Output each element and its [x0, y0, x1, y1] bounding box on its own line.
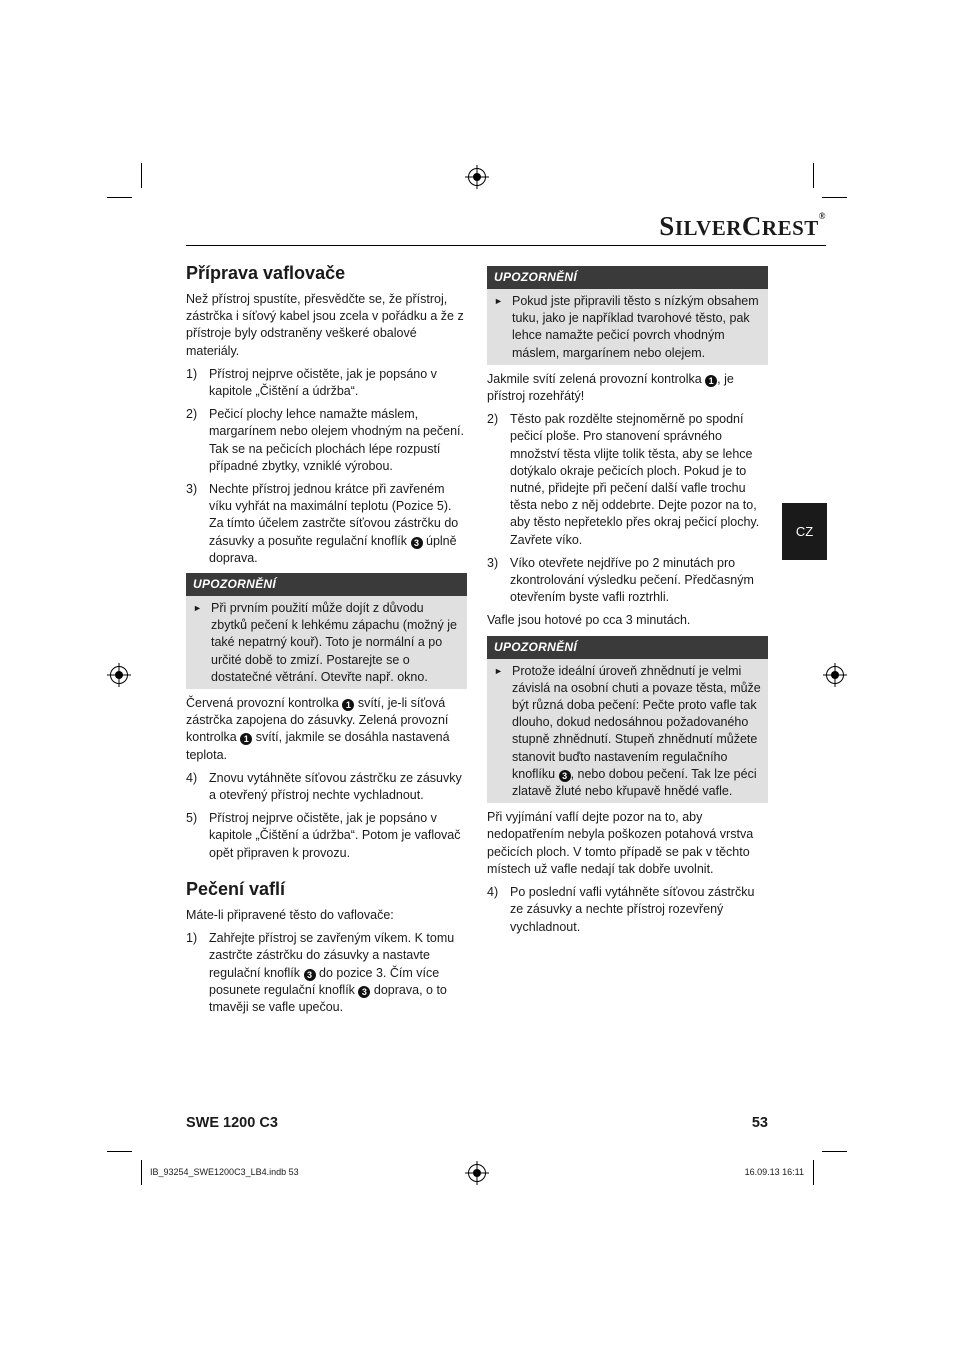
list-item: 3) Víko otevřete nejdříve po 2 minutách pro zkontrolování výsledku pečení. Předčasným otevřením byste vafli roztrhli. [487, 555, 754, 605]
language-tab: CZ [782, 503, 827, 560]
paragraph: Červená provozní kontrolka 1 svítí, je-li síťová zástrčka zapojena do zásuvky. Zelená provozní kontrolka 1 svítí, jakmile se dosáhla nastavená teplota. [186, 696, 450, 762]
crop-mark [813, 1160, 814, 1185]
left-column [186, 262, 467, 1022]
registration-mark-icon [110, 666, 128, 684]
registration-mark-icon [826, 666, 844, 684]
warning-text: Pokud jste připravili těsto s nízkým obsahem tuku, jako je například tvarohové těsto, pak lehce namažte pečicí povrch vhodným máslem, margarínem nebo olejem. [512, 294, 759, 360]
arrow-bullet-icon: ► [193, 603, 202, 614]
crop-mark [822, 197, 847, 198]
arrow-bullet-icon: ► [494, 296, 503, 306]
list-item: 2) Pečicí plochy lehce namažte máslem, margarínem nebo olejem vhodným na pečení. Tak se na pečicích plochách lépe rozpustí případné zbytky, vzniklé výrobou. [186, 407, 465, 473]
registration-mark-icon [468, 1164, 486, 1182]
warning-title: UPOZORNĚNÍ [487, 266, 768, 289]
paragraph: Jakmile svítí zelená provozní kontrolka 1 , je přístroj rozehřátý! [487, 371, 734, 404]
warning-box [186, 573, 467, 689]
warning-text: Protože ideální úroveň zhnědnutí je velmi závislá na osobní chuti a povaze těsta, může být různá doba pečení: Pečte proto vafle tak dlouho, dokud nedosáhnou požadovaného stupně zhnědnutí. Stupeň zhnědnutí můžete stanovit buďto nastavením regulačního knoflíku 3 , nebo dobou pečení. Tak lze péci zlatavě žluté nebo křupavě hnědé vafle. [512, 663, 761, 799]
right-column [487, 266, 768, 942]
registration-mark-icon [468, 168, 486, 186]
section-heading: Příprava vaflovače [186, 263, 346, 283]
indicator-number-icon: 1 [342, 699, 354, 711]
list-item: 1) Přístroj nejprve očistěte, jak je popsáno v kapitole „Čištění a údržba“. [186, 366, 437, 399]
list-item: 4) Po poslední vafli vytáhněte síťovou zástrčku ze zásuvky a nechte přístroj rozevřený vychladnout. [487, 885, 755, 934]
crop-mark [141, 163, 142, 188]
silvercrest-logo: SILVERCREST® [659, 211, 826, 241]
crop-mark [813, 163, 814, 188]
warning-title: UPOZORNĚNÍ [186, 573, 467, 596]
warning-text: Při prvním použití může dojít z důvodu zbytků pečení k lehkému zápachu (možný je také nepatrný kouř). Toto je normální a po určité době to zmizí. Postarejte se o dostatečné větrání. Otevřte např. okno. [211, 601, 457, 684]
indicator-number-icon: 1 [240, 733, 252, 745]
list-item: 5) Přístroj nejprve očistěte, jak je popsáno v kapitole „Čištění a údržba“. Potom je vaflovač opět připraven k provozu. [186, 811, 461, 860]
knob-number-icon: 3 [304, 969, 316, 981]
crop-mark [822, 1151, 847, 1152]
warning-box [487, 266, 768, 365]
crop-mark [107, 197, 132, 198]
model-number: SWE 1200 C3 [186, 1115, 278, 1131]
knob-number-icon: 3 [358, 986, 370, 998]
list-item: 3) Nechte přístroj jednou krátce při zavřeném víku vyhřát na maximální teplotu (Pozice 5). Za tímto účelem zastrčte síťovou zástrčku do zásuvky a posuňte regulační knoflík 3 úplně doprava. [186, 482, 459, 565]
section-heading: Pečení vaflí [186, 878, 286, 899]
page-number: 53 [751, 1115, 768, 1131]
warning-box [487, 636, 768, 804]
paragraph: Máte-li připravené těsto do vaflovače: [186, 907, 394, 922]
knob-number-icon: 3 [411, 537, 423, 549]
knob-number-icon: 3 [559, 770, 571, 782]
print-file-info: IB_93254_SWE1200C3_LB4.indb 53 [150, 1167, 299, 1177]
crop-mark [107, 1151, 132, 1152]
print-date-info: 16.09.13 16:11 [744, 1167, 804, 1177]
indicator-number-icon: 1 [705, 375, 717, 387]
header-rule [186, 245, 826, 246]
warning-title: UPOZORNĚNÍ [487, 636, 768, 659]
paragraph: Než přístroj spustíte, přesvědčte se, že přístroj, zástrčka i síťový kabel jsou zcela v pořádku a že z přístroje byly odstraněny veškeré obalové materiály. [186, 292, 464, 358]
arrow-bullet-icon: ► [494, 665, 503, 676]
list-item: 1) Zahřejte přístroj se zavřeným víkem. K tomu zastrčte zástrčku do zásuvky a nastavte regulační knoflík 3 do pozice 3. Čím více posunete regulační knoflík 3 doprava, o to tmavěji se vafle upečou. [186, 931, 455, 1014]
paragraph: Vafle jsou hotové po cca 3 minutách. [487, 613, 691, 628]
paragraph: Při vyjímání vaflí dejte pozor na to, aby nedopatřením nebyla poškozen potahová vrstva pečicích ploch. V tomto případě se pak v těchto místech už vafle nedají tak dobře uvolnit. [487, 810, 754, 876]
list-item: 4) Znovu vytáhněte síťovou zástrčku ze zásuvky a otevřený přístroj nechte vychladnout. [186, 770, 462, 803]
crop-mark [141, 1160, 142, 1185]
list-item: 2) Těsto pak rozdělte stejnoměrně po spodní pečicí ploše. Pro stanovení správného množství těsta vlijte tolik těsta, aby se lehce dotýkalo okraje pečicích ploch. Pokud je to nutné, přidejte při pečení další vafle trochu těsta nebo z něj oddebrte. Dejte pozor na to, aby těsto nepřeteklo přes okraj pečicí plochy. Zavřete víko. [487, 412, 760, 547]
